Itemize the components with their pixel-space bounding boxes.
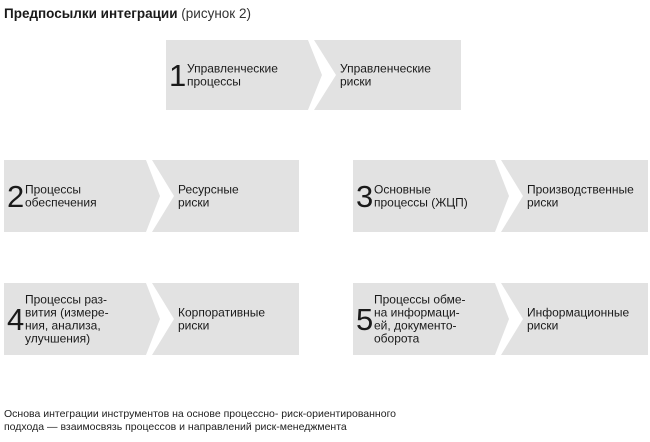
process-label-line: ей, документо- (374, 318, 457, 333)
process-number: 4 (7, 302, 25, 337)
pair-5 (353, 283, 648, 355)
process-number: 2 (7, 179, 25, 214)
risk-label-line: Корпоративные (178, 305, 266, 320)
process-label-line: Процессы обме- (374, 292, 466, 307)
figure-title-ref: (рисунок 2) (181, 6, 251, 21)
figure-caption (4, 408, 396, 434)
risk-label-line: Ресурсные (178, 182, 239, 197)
figure-title-main: Предпосылки интеграции (4, 6, 178, 21)
caption-line-1: Основа интеграции инструментов на основе процессно- риск-ориентированного (4, 408, 397, 420)
process-label-line: на информаци- (374, 305, 460, 320)
risk-label-line: риски (340, 74, 372, 89)
process-number: 3 (356, 179, 374, 214)
risk-label-line: риски (178, 195, 210, 210)
pair-2 (4, 160, 299, 232)
process-number: 5 (356, 302, 374, 337)
pair-3 (353, 160, 648, 232)
process-label-line: Управленческие (187, 61, 278, 76)
process-label-line: Основные (374, 182, 431, 197)
risk-label-line: риски (178, 318, 210, 333)
process-label-line: процессы (ЖЦП) (374, 195, 468, 210)
caption-line-2: подхода — взаимосвязь процессов и направлений риск-менеджмента (4, 421, 347, 433)
process-label-line: обеспечения (25, 195, 97, 210)
process-label-line: вития (измере- (25, 305, 109, 320)
process-label-line: оборота (374, 331, 420, 346)
pair-1 (166, 40, 461, 110)
process-label-line: процессы (187, 74, 241, 89)
risk-label-line: Производственные (527, 182, 634, 197)
process-number: 1 (169, 58, 187, 93)
risk-label-line: риски (527, 195, 559, 210)
risk-label-line: Информационные (527, 305, 630, 320)
process-label-line: улучшения) (25, 331, 91, 346)
process-label-line: Процессы (25, 182, 82, 197)
process-label-line: ния, анализа, (25, 318, 101, 333)
process-label-line: Процессы раз- (25, 292, 108, 307)
risk-label-line: риски (527, 318, 559, 333)
risk-label-line: Управленческие (340, 61, 431, 76)
pair-4 (4, 283, 299, 355)
